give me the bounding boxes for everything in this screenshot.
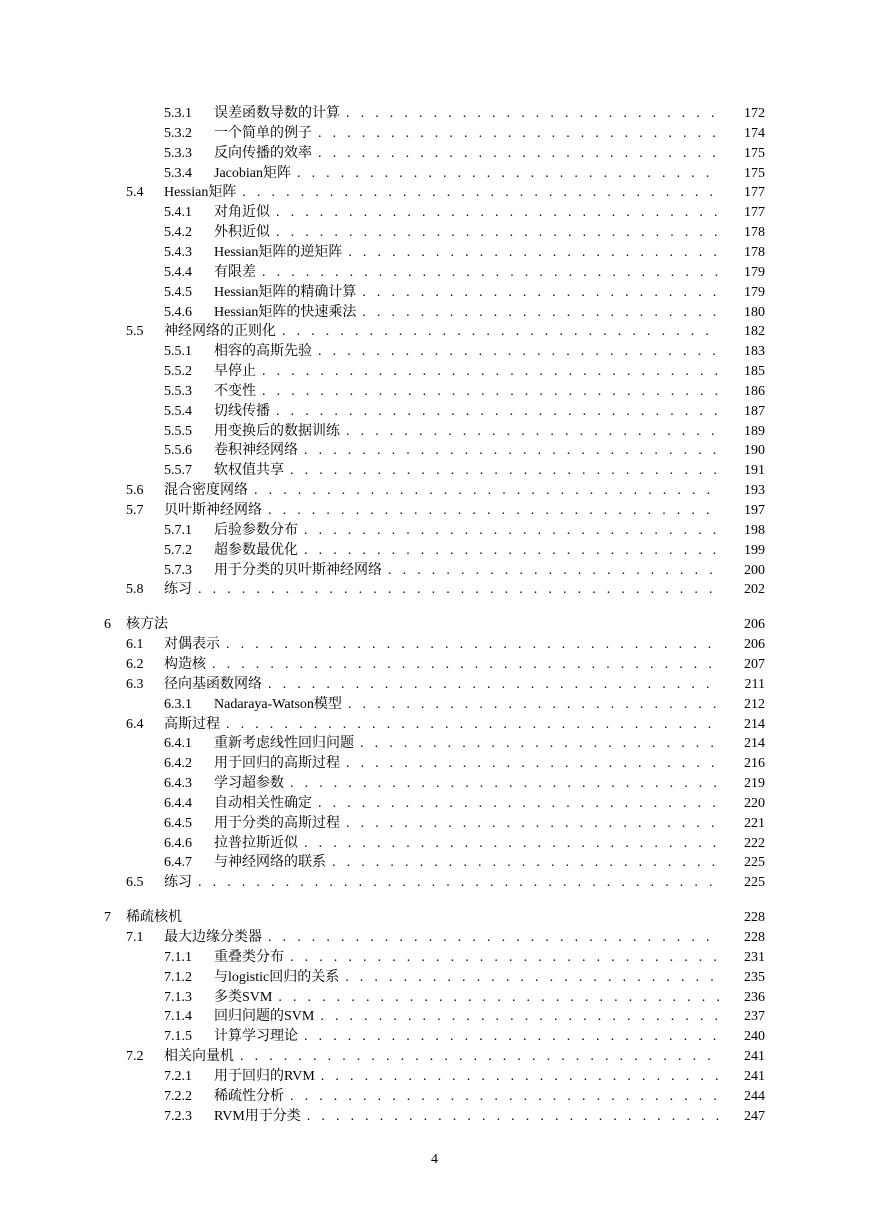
- toc-entry-title[interactable]: 学习超参数: [214, 776, 284, 792]
- toc-page-number: 235: [744, 969, 765, 985]
- toc-page-number: 221: [744, 815, 765, 831]
- toc-page-number: 212: [744, 696, 765, 712]
- toc-dot-leader: [276, 203, 719, 223]
- toc-dot-leader: [346, 104, 719, 124]
- toc-subsection-row[interactable]: [164, 243, 765, 263]
- toc-entry-title[interactable]: 切线传播: [214, 403, 270, 419]
- toc-dot-leader: [304, 441, 719, 461]
- toc-entry-title[interactable]: 计算学习理论: [214, 1029, 298, 1045]
- toc-entry-number: 7.2.2: [164, 1088, 192, 1104]
- toc-subsection-row[interactable]: [164, 441, 765, 461]
- toc-entry-title[interactable]: 稀疏性分析: [214, 1088, 284, 1104]
- toc-dot-leader: [304, 521, 719, 541]
- toc-entry-title[interactable]: 相关向量机: [164, 1049, 234, 1065]
- toc-entry-title[interactable]: 相容的高斯先验: [214, 344, 312, 360]
- toc-entry-number: 5.5.6: [164, 443, 192, 459]
- toc-subsection-row[interactable]: [164, 382, 765, 402]
- toc-page-number: 198: [744, 522, 765, 538]
- toc-dot-leader: [348, 695, 719, 715]
- toc-page-number: 189: [744, 423, 765, 439]
- toc-dot-leader: [268, 675, 719, 695]
- toc-subsection-row[interactable]: [164, 988, 765, 1008]
- toc-entry-number: 5.4.2: [164, 225, 192, 241]
- toc-page-number: 182: [744, 324, 765, 340]
- toc-dot-leader: [320, 1007, 719, 1027]
- toc-dot-leader: [346, 422, 719, 442]
- toc-entry-title[interactable]: 与logistic回归的关系: [214, 969, 340, 985]
- toc-entry-number: 7.1.2: [164, 969, 192, 985]
- toc-dot-leader: [332, 853, 719, 873]
- toc-entry-number: 7: [104, 910, 111, 926]
- toc-page-number: 228: [744, 930, 765, 945]
- toc-page-number: 179: [744, 284, 765, 300]
- toc-subsection-row[interactable]: [164, 164, 765, 184]
- toc-entry-number: 5.7.3: [164, 562, 192, 578]
- toc-subsection-row[interactable]: [164, 104, 765, 124]
- toc-subsection-row[interactable]: [164, 948, 765, 968]
- toc-subsection-row[interactable]: [164, 362, 765, 382]
- toc-page-number: 174: [744, 125, 765, 141]
- toc-dot-leader: [360, 734, 719, 754]
- toc-dot-leader: [346, 814, 719, 834]
- toc-page-number: 172: [744, 106, 765, 121]
- toc-entry-number: 7.2.3: [164, 1108, 192, 1124]
- toc-dot-leader: [318, 794, 719, 814]
- toc-entry-title[interactable]: 最大边缘分类器: [164, 930, 262, 945]
- toc-chapter-row[interactable]: [104, 615, 765, 635]
- toc-entry-number: 6.4.6: [164, 835, 192, 851]
- toc-page-number: 187: [744, 403, 765, 419]
- toc-entry-title[interactable]: Hessian矩阵的快速乘法: [214, 304, 357, 320]
- toc-entry-number: 5.4.3: [164, 244, 192, 260]
- toc-dot-leader: [307, 1107, 719, 1127]
- toc-entry-number: 5.3.1: [164, 106, 192, 121]
- toc-entry-title[interactable]: 神经网络的正则化: [164, 324, 276, 340]
- toc-entry-title[interactable]: 一个简单的例子: [214, 125, 312, 141]
- toc-dot-leader: [262, 263, 719, 283]
- toc-dot-leader: [276, 223, 719, 243]
- toc-entry-title[interactable]: 软权值共享: [214, 463, 284, 479]
- toc-page-number: 220: [744, 795, 765, 811]
- toc-section-row[interactable]: [126, 580, 765, 600]
- toc-entry-title[interactable]: 不变性: [214, 383, 256, 399]
- toc-entry-number: 5.4: [126, 185, 144, 201]
- toc-page-number: 214: [744, 736, 765, 752]
- toc-subsection-row[interactable]: [164, 834, 765, 854]
- toc-page-number: 241: [744, 1049, 765, 1065]
- toc-entry-title[interactable]: Hessian矩阵的逆矩阵: [214, 244, 343, 260]
- toc-dot-leader: [262, 362, 719, 382]
- toc-entry-title[interactable]: 拉普拉斯近似: [214, 835, 298, 851]
- toc-subsection-row[interactable]: [164, 144, 765, 164]
- toc-entry-title[interactable]: 稀疏核机: [126, 910, 182, 926]
- toc-entry-number: 6: [104, 617, 111, 633]
- toc-page-number: 200: [744, 562, 765, 578]
- toc-page-number: 206: [744, 637, 765, 653]
- toc-dot-leader: [282, 322, 719, 342]
- toc-entry-title[interactable]: Hessian矩阵: [164, 185, 237, 201]
- toc-entry-number: 5.4.1: [164, 205, 192, 221]
- toc-page-number: 211: [744, 676, 765, 692]
- toc-subsection-row[interactable]: [164, 402, 765, 422]
- toc-page-number: 206: [744, 617, 765, 633]
- toc-entry-title[interactable]: 用于分类的高斯过程: [214, 815, 340, 831]
- toc-subsection-row[interactable]: [164, 283, 765, 303]
- toc-subsection-row[interactable]: [164, 1007, 765, 1027]
- toc-entry-number: 5.7: [126, 503, 144, 518]
- toc-entry-title[interactable]: Nadaraya-Watson模型: [214, 696, 342, 712]
- toc-entry-title[interactable]: Hessian矩阵的精确计算: [214, 284, 357, 300]
- toc-subsection-row[interactable]: [164, 734, 765, 754]
- toc-subsection-row[interactable]: [164, 223, 765, 243]
- page-number: 4: [431, 1152, 438, 1167]
- toc-section-row[interactable]: [126, 1047, 765, 1067]
- toc-entry-number: 7.1.1: [164, 949, 192, 965]
- toc-entry-number: 7.1.3: [164, 989, 192, 1005]
- toc-entry-title[interactable]: 混合密度网络: [164, 483, 248, 499]
- toc-subsection-row[interactable]: [164, 124, 765, 144]
- toc-section-row[interactable]: [126, 675, 765, 695]
- toc-subsection-row[interactable]: [164, 422, 765, 442]
- toc-entry-title[interactable]: 与神经网络的联系: [214, 855, 326, 871]
- toc-entry-title[interactable]: 回归问题的SVM: [214, 1009, 315, 1025]
- toc-page-number: 175: [744, 165, 765, 181]
- toc-entry-number: 6.1: [126, 637, 144, 653]
- toc-entry-number: 6.4.7: [164, 855, 192, 871]
- toc-dot-leader: [318, 342, 719, 362]
- toc-entry-title[interactable]: 贝叶斯神经网络: [164, 503, 262, 518]
- toc-entry-title[interactable]: 核方法: [126, 617, 168, 633]
- toc-entry-title[interactable]: 卷积神经网络: [214, 443, 298, 459]
- toc-subsection-row[interactable]: [164, 1107, 765, 1127]
- toc-dot-leader: [345, 968, 719, 988]
- toc-section-row[interactable]: [126, 873, 765, 893]
- toc-entry-number: 6.3.1: [164, 696, 192, 712]
- toc-dot-leader: [318, 124, 719, 144]
- toc-page-number: 247: [744, 1108, 765, 1124]
- toc-entry-title[interactable]: 用于分类的贝叶斯神经网络: [214, 562, 382, 578]
- toc-subsection-row[interactable]: [164, 541, 765, 561]
- toc-subsection-row[interactable]: [164, 1027, 765, 1047]
- toc-section-row[interactable]: [126, 481, 765, 501]
- toc-subsection-row[interactable]: [164, 794, 765, 814]
- toc-dot-leader: [290, 948, 719, 968]
- toc-subsection-row[interactable]: [164, 521, 765, 541]
- toc-page-number: 207: [744, 656, 765, 672]
- toc-entry-title[interactable]: 练习: [164, 875, 192, 891]
- toc-page-number: 219: [744, 776, 765, 792]
- toc-entry-number: 5.4.5: [164, 284, 192, 300]
- toc-entry-number: 5.4.4: [164, 264, 192, 280]
- toc-entry-number: 6.4.5: [164, 815, 192, 831]
- toc-entry-number: 6.3: [126, 676, 144, 692]
- toc-subsection-row[interactable]: [164, 1067, 765, 1087]
- toc-subsection-row[interactable]: [164, 754, 765, 774]
- toc-entry-title[interactable]: 重叠类分布: [214, 949, 284, 965]
- toc-entry-number: 5.5.3: [164, 383, 192, 399]
- toc-dot-leader: [242, 183, 719, 203]
- toc-dot-leader: [240, 1047, 719, 1067]
- toc-entry-number: 5.5.7: [164, 463, 192, 479]
- toc-dot-leader: [290, 461, 719, 481]
- toc-entry-number: 5.3.3: [164, 145, 192, 161]
- toc-entry-number: 6.4.2: [164, 756, 192, 772]
- toc-dot-leader: [304, 541, 719, 561]
- toc-entry-number: 6.4.3: [164, 776, 192, 792]
- toc-entry-number: 5.8: [126, 582, 144, 598]
- toc-entry-title[interactable]: 有限差: [214, 264, 256, 280]
- toc-dot-leader: [226, 715, 719, 735]
- toc-dot-leader: [297, 164, 719, 184]
- toc-entry-title[interactable]: Jacobian矩阵: [214, 165, 291, 181]
- toc-dot-leader: [262, 382, 719, 402]
- toc-page-number: 237: [744, 1009, 765, 1025]
- toc-page-number: 216: [744, 756, 765, 772]
- toc-section-row[interactable]: [126, 715, 765, 735]
- toc-subsection-row[interactable]: [164, 1087, 765, 1107]
- toc-dot-leader: [290, 1087, 719, 1107]
- toc-entry-title[interactable]: 高斯过程: [164, 716, 220, 732]
- toc-entry-number: 6.4.4: [164, 795, 192, 811]
- toc-subsection-row[interactable]: [164, 774, 765, 794]
- toc-entry-title[interactable]: 用于回归的RVM: [214, 1068, 315, 1084]
- toc-entry-title[interactable]: 用变换后的数据训练: [214, 423, 340, 439]
- toc-section-row[interactable]: [126, 928, 765, 948]
- toc-page-number: 222: [744, 835, 765, 851]
- toc-page-number: 244: [744, 1088, 765, 1104]
- toc-entry-number: 5.6: [126, 483, 144, 499]
- toc-dot-leader: [290, 774, 719, 794]
- toc-page-number: 190: [744, 443, 765, 459]
- toc-dot-leader: [254, 481, 719, 501]
- toc-page-number: 193: [744, 483, 765, 499]
- toc-entry-number: 5.3.4: [164, 165, 192, 181]
- toc-dot-leader: [362, 303, 719, 323]
- toc-subsection-row[interactable]: [164, 561, 765, 581]
- toc-entry-number: 7.1: [126, 930, 144, 945]
- toc-section-row[interactable]: [126, 635, 765, 655]
- toc-entry-number: 7.1.5: [164, 1029, 192, 1045]
- toc-entry-number: 5.5: [126, 324, 144, 340]
- toc-entry-title[interactable]: 用于回归的高斯过程: [214, 756, 340, 772]
- toc-entry-title[interactable]: 外积近似: [214, 225, 270, 241]
- toc-page-number: 199: [744, 542, 765, 558]
- toc-entry-title[interactable]: 重新考虑线性回归问题: [214, 736, 354, 752]
- toc-entry-number: 7.1.4: [164, 1009, 192, 1025]
- toc-dot-leader: [198, 873, 719, 893]
- toc-page-number: 175: [744, 145, 765, 161]
- toc-dot-leader: [304, 834, 719, 854]
- toc-page-number: 180: [744, 304, 765, 320]
- toc-page-number: 231: [744, 949, 765, 965]
- toc-subsection-row[interactable]: [164, 695, 765, 715]
- toc-entry-title[interactable]: 早停止: [214, 364, 256, 380]
- toc-dot-leader: [304, 1027, 719, 1047]
- toc-dot-leader: [268, 928, 719, 948]
- toc-dot-leader: [198, 580, 719, 600]
- toc-dot-leader: [212, 655, 719, 675]
- toc-dot-leader: [362, 283, 719, 303]
- toc-page-number: 202: [744, 582, 765, 598]
- toc-subsection-row[interactable]: [164, 263, 765, 283]
- toc-entry-number: 5.3.2: [164, 125, 192, 141]
- toc-dot-leader: [226, 635, 719, 655]
- toc-entry-title[interactable]: 反向传播的效率: [214, 145, 312, 161]
- toc-entry-title[interactable]: 多类SVM: [214, 989, 273, 1005]
- toc-entry-number: 5.5.1: [164, 344, 192, 360]
- toc-entry-number: 7.2: [126, 1049, 144, 1065]
- toc-page-number: 225: [744, 875, 765, 891]
- toc-entry-number: 5.5.4: [164, 403, 192, 419]
- toc-entry-number: 6.2: [126, 656, 144, 672]
- toc-entry-number: 6.5: [126, 875, 144, 891]
- toc-entry-title[interactable]: 对角近似: [214, 205, 270, 221]
- toc-entry-number: 7.2.1: [164, 1068, 192, 1084]
- toc-entry-number: 6.4: [126, 716, 144, 732]
- toc-dot-leader: [346, 754, 719, 774]
- toc-entry-title[interactable]: 对偶表示: [164, 637, 220, 653]
- toc-subsection-row[interactable]: [164, 814, 765, 834]
- toc-entry-number: 5.4.6: [164, 304, 192, 320]
- toc-dot-leader: [276, 402, 719, 422]
- toc-page-number: 177: [744, 205, 765, 221]
- toc-subsection-row[interactable]: [164, 853, 765, 873]
- toc-subsection-row[interactable]: [164, 461, 765, 481]
- toc-page-number: 236: [744, 989, 765, 1005]
- toc-page-number: 240: [744, 1029, 765, 1045]
- toc-dot-leader: [278, 988, 719, 1008]
- toc-subsection-row[interactable]: [164, 203, 765, 223]
- toc-chapter-row[interactable]: [104, 908, 765, 928]
- toc-entry-number: 5.7.2: [164, 542, 192, 558]
- toc-page-number: 225: [744, 855, 765, 871]
- toc-entry-title[interactable]: 后验参数分布: [214, 522, 298, 538]
- toc-dot-leader: [268, 501, 719, 521]
- toc-entry-title[interactable]: RVM用于分类: [214, 1108, 301, 1124]
- toc-entry-title[interactable]: 径向基函数网络: [164, 676, 262, 692]
- toc-page-number: 228: [744, 910, 765, 926]
- toc-page-number: 178: [744, 225, 765, 241]
- toc-subsection-row[interactable]: [164, 303, 765, 323]
- toc-dot-leader: [388, 561, 719, 581]
- toc-page-number: 191: [744, 463, 765, 479]
- toc-entry-title[interactable]: 构造核: [164, 656, 206, 672]
- toc-subsection-row[interactable]: [164, 968, 765, 988]
- toc-dot-leader: [318, 144, 719, 164]
- toc-page-number: 241: [744, 1068, 765, 1084]
- toc-section-row[interactable]: [126, 322, 765, 342]
- toc-entry-number: 6.4.1: [164, 736, 192, 752]
- toc-entry-number: 5.7.1: [164, 522, 192, 538]
- toc-page-number: 185: [744, 364, 765, 380]
- toc-page-number: 186: [744, 383, 765, 399]
- toc-section-row[interactable]: [126, 501, 765, 521]
- toc-page-number: 178: [744, 244, 765, 260]
- toc-entry-title[interactable]: 练习: [164, 582, 192, 598]
- toc-page-number: 179: [744, 264, 765, 280]
- toc-entry-number: 5.5.5: [164, 423, 192, 439]
- toc-page-number: 177: [744, 185, 765, 201]
- toc-dot-leader: [321, 1067, 719, 1087]
- toc-page-number: 214: [744, 716, 765, 732]
- toc-page-number: 183: [744, 344, 765, 360]
- toc-entry-title[interactable]: 误差函数导数的计算: [214, 106, 340, 121]
- toc-dot-leader: [348, 243, 719, 263]
- toc-entry-number: 5.5.2: [164, 364, 192, 380]
- toc-entry-title[interactable]: 超参数最优化: [214, 542, 298, 558]
- toc-section-row[interactable]: [126, 655, 765, 675]
- toc-page-number: 197: [744, 503, 765, 518]
- toc-subsection-row[interactable]: [164, 342, 765, 362]
- toc-entry-title[interactable]: 自动相关性确定: [214, 795, 312, 811]
- toc-section-row[interactable]: [126, 183, 765, 203]
